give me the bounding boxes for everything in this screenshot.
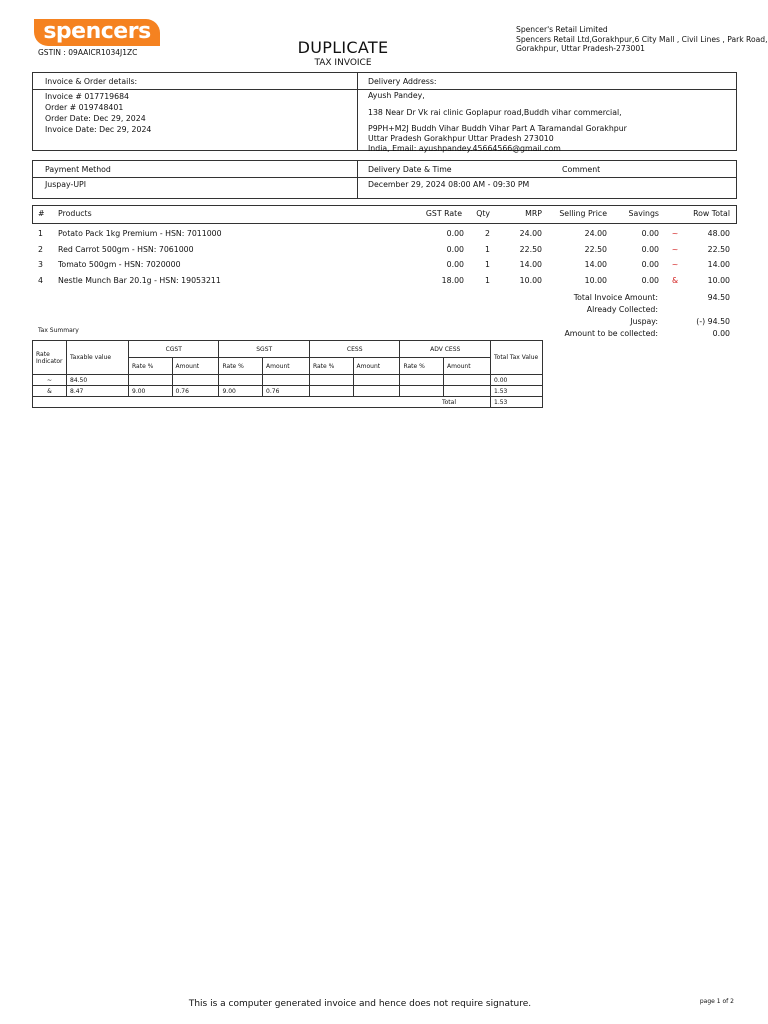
order-details-label: Invoice & Order details: xyxy=(45,77,138,86)
order-details xyxy=(45,91,151,135)
col-row-total: Row Total xyxy=(693,209,730,218)
col-qty: Qty xyxy=(476,209,490,218)
already-collected-value xyxy=(670,304,730,316)
col-gst-rate: GST Rate xyxy=(425,209,462,218)
gst-rate: 0.00 xyxy=(446,244,464,254)
qty: 2 xyxy=(485,229,490,238)
address-lines xyxy=(368,108,627,154)
tax-amount xyxy=(353,386,400,397)
row-total: 14.00 xyxy=(707,260,730,270)
divider xyxy=(357,160,358,199)
sgst-header: SGST xyxy=(219,341,309,358)
row-total: 48.00 xyxy=(707,229,730,238)
total-invoice-value: 94.50 xyxy=(707,293,730,302)
divider xyxy=(32,89,737,90)
taxable-value: 84.50 xyxy=(67,375,129,386)
order-date: Order Date: Dec 29, 2024 xyxy=(45,114,146,123)
tax-rate xyxy=(400,375,444,386)
col-savings: Savings xyxy=(628,209,659,218)
amount-to-collect-value: 0.00 xyxy=(712,329,730,338)
address-line: P9PH+M2J Buddh Vihar Buddh Vihar Part A Taramandal Gorakhpur xyxy=(368,123,627,133)
rate-header: Rate % xyxy=(129,358,173,375)
adv-cess-header: ADV CESS xyxy=(400,341,491,358)
gst-rate: 18.00 xyxy=(441,276,464,286)
total-tax-value-header: Total Tax Value xyxy=(491,341,543,375)
tax-rate xyxy=(309,375,353,386)
rate-indicator-header: Rate Indicator xyxy=(33,341,67,375)
company-line: Gorakhpur, Uttar Pradesh-273001 xyxy=(516,44,646,53)
address-line: Uttar Pradesh Gorakhpur Uttar Pradesh 273010 xyxy=(368,134,554,143)
payment-method-label: Payment Method xyxy=(45,165,111,174)
mrp: 14.00 xyxy=(519,260,542,270)
tax-row xyxy=(33,375,543,386)
address-line: 138 Near Dr Vk rai clinic Goplapur road,Buddh vihar commercial, xyxy=(368,108,622,117)
total-tax-value: 0.00 xyxy=(491,375,543,386)
tax-amount: 0.76 xyxy=(172,386,219,397)
delivery-time-value: December 29, 2024 08:00 AM - 09:30 PM xyxy=(368,180,530,189)
company-address xyxy=(516,25,768,54)
tax-amount xyxy=(172,375,219,386)
mrp: 10.00 xyxy=(519,276,542,286)
row-number: 1 xyxy=(38,229,43,238)
tax-indicator: ~ xyxy=(671,244,679,254)
amount-header: Amount xyxy=(263,358,310,375)
qty: 1 xyxy=(485,260,490,270)
tax-rate xyxy=(400,386,444,397)
mrp: 24.00 xyxy=(519,229,542,238)
tax-amount xyxy=(263,375,310,386)
tax-indicator: ~ xyxy=(671,260,679,270)
address-email: India, Email: ayushpandey.45664566@gmail.com xyxy=(368,143,561,153)
divider xyxy=(32,177,737,178)
selling-price: 22.50 xyxy=(584,244,607,254)
amount-header: Amount xyxy=(172,358,219,375)
page-number: page 1 of 2 xyxy=(699,998,734,1005)
col-selling-price: Selling Price xyxy=(559,209,607,218)
invoice-number: Invoice # 017719684 xyxy=(45,92,130,101)
product-name: Tomato 500gm - HSN: 7020000 xyxy=(58,260,181,270)
amount-header: Amount xyxy=(444,358,491,375)
row-number: 2 xyxy=(38,244,43,254)
selling-price: 10.00 xyxy=(584,276,607,286)
row-number: 4 xyxy=(38,276,43,286)
product-name: Potato Pack 1kg Premium - HSN: 7011000 xyxy=(58,229,222,238)
tax-rate: 9.00 xyxy=(129,386,173,397)
tax-indicator: & xyxy=(33,386,67,397)
selling-price: 14.00 xyxy=(584,260,607,270)
savings: 0.00 xyxy=(641,244,659,254)
totals-labels xyxy=(520,292,658,340)
savings: 0.00 xyxy=(641,276,659,286)
tax-total-label: Total xyxy=(33,397,491,408)
product-name: Nestle Munch Bar 20.1g - HSN: 19053211 xyxy=(58,276,221,286)
tax-rate xyxy=(309,386,353,397)
already-collected-label: Already Collected: xyxy=(586,305,658,314)
total-tax-value: 1.53 xyxy=(491,386,543,397)
delivery-time-label: Delivery Date & Time xyxy=(368,165,452,174)
comment-label: Comment xyxy=(562,165,601,174)
company-line: Spencer's Retail Limited xyxy=(516,25,608,34)
tax-rate xyxy=(129,375,173,386)
product-name: Red Carrot 500gm - HSN: 7061000 xyxy=(58,244,194,254)
tax-indicator: ~ xyxy=(671,229,679,238)
footer-note: This is a computer generated invoice and hence does not require signature. xyxy=(188,999,532,1009)
juspay-value: (-) 94.50 xyxy=(696,317,730,326)
savings: 0.00 xyxy=(641,229,659,238)
juspay-label: Juspay: xyxy=(630,317,658,326)
col-number: # xyxy=(38,209,45,218)
col-mrp: MRP xyxy=(525,209,542,218)
company-line: Spencers Retail Ltd,Gorakhpur,6 City Mall , Civil Lines , Park Road, xyxy=(516,34,768,44)
customer-name: Ayush Pandey, xyxy=(368,91,425,100)
mrp: 22.50 xyxy=(519,244,542,254)
tax-rate xyxy=(219,375,263,386)
gst-rate: 0.00 xyxy=(446,229,464,238)
gst-rate: 0.00 xyxy=(446,260,464,270)
amount-to-collect-label: Amount to be collected: xyxy=(564,329,658,338)
tax-rows xyxy=(33,375,543,397)
tax-amount xyxy=(444,375,491,386)
gstin: GSTIN : 09AAICR1034J1ZC xyxy=(38,48,138,57)
qty: 1 xyxy=(485,244,490,254)
page-title: DUPLICATE xyxy=(297,38,389,57)
tax-rate: 9.00 xyxy=(219,386,263,397)
payment-method-value: Juspay-UPI xyxy=(45,180,87,189)
spencers-logo: spencers xyxy=(34,19,160,46)
totals-values xyxy=(670,292,730,340)
divider xyxy=(357,72,358,151)
rate-header: Rate % xyxy=(400,358,444,375)
delivery-address-label: Delivery Address: xyxy=(368,77,437,86)
tax-amount xyxy=(353,375,400,386)
row-number: 3 xyxy=(38,260,43,270)
cgst-header: CGST xyxy=(129,341,219,358)
invoice-date: Invoice Date: Dec 29, 2024 xyxy=(45,125,152,134)
cess-header: CESS xyxy=(309,341,399,358)
tax-total-value: 1.53 xyxy=(491,397,543,408)
tax-summary-table xyxy=(32,340,543,408)
col-products: Products xyxy=(58,209,92,218)
tax-indicator: ~ xyxy=(33,375,67,386)
selling-price: 24.00 xyxy=(584,229,607,238)
rate-header: Rate % xyxy=(309,358,353,375)
row-total: 22.50 xyxy=(707,244,730,254)
taxable-value-header: Taxable value xyxy=(67,341,129,375)
rate-header: Rate % xyxy=(219,358,263,375)
amount-header: Amount xyxy=(353,358,400,375)
tax-row xyxy=(33,386,543,397)
total-invoice-label: Total Invoice Amount: xyxy=(573,293,658,302)
tax-indicator: & xyxy=(671,276,679,286)
order-number: Order # 019748401 xyxy=(45,103,124,112)
taxable-value: 8.47 xyxy=(67,386,129,397)
tax-summary-title: Tax Summary xyxy=(38,327,79,334)
tax-amount xyxy=(444,386,491,397)
savings: 0.00 xyxy=(641,260,659,270)
row-total: 10.00 xyxy=(707,276,730,286)
qty: 1 xyxy=(485,276,490,286)
tax-amount: 0.76 xyxy=(263,386,310,397)
page-subtitle: TAX INVOICE xyxy=(314,58,372,68)
